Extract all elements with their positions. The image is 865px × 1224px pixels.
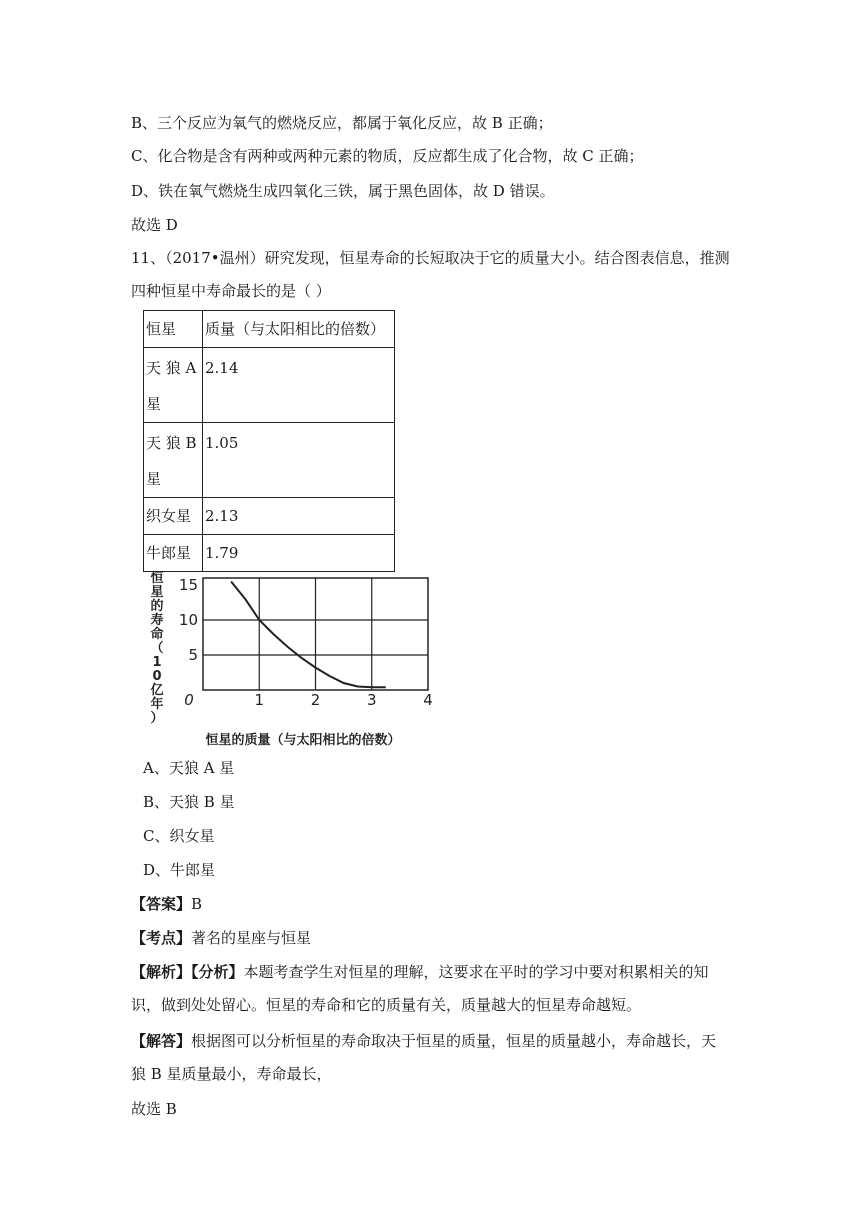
x-tick-label: 2 (310, 691, 321, 709)
star-name: 天 狼 B (146, 434, 197, 452)
star-mass-cell: 1.79 (203, 535, 395, 572)
x-tick-label: 3 (366, 691, 377, 709)
y-axis-label-char: 1 (152, 655, 162, 670)
option-b-explanation: B、三个反应为氧气的燃烧反应，都属于氧化反应，故 B 正确； (131, 114, 553, 132)
star-name-cell (144, 348, 203, 423)
option-c-explanation: C、化合物是含有两种或两种元素的物质，反应都生成了化合物，故 C 正确； (131, 147, 644, 165)
option-d: D、牛郎星 (143, 861, 216, 879)
y-tick-label: 5 (188, 646, 198, 664)
lifespan-curve (231, 582, 386, 688)
y-axis-label-char: 命 (150, 627, 164, 642)
star-name-cont: 星 (146, 470, 162, 488)
question-11-line2: 四种恒星中寿命最长的是（ ） (131, 282, 331, 300)
answer-line (131, 893, 202, 915)
knowledge-point-value: 著名的星座与恒星 (191, 929, 312, 947)
star-mass-cell: 2.13 (203, 498, 395, 535)
x-axis-label: 恒星的质量（与太阳相比的倍数） (205, 733, 401, 748)
table-header-star: 恒星 (144, 311, 203, 348)
y-axis-label-char: 亿 (150, 683, 164, 698)
choose-d-text: 故选 D (131, 216, 178, 234)
solution-line2: 狼 B 星质量最小，寿命最长， (131, 1065, 332, 1083)
star-name-cell (144, 423, 203, 498)
table-row (144, 535, 395, 572)
y-axis-label-char: 寿 (150, 613, 164, 628)
question-11-line1: 11、（2017•温州）研究发现，恒星寿命的长短取决于它的质量大小。结合图表信息，推测 (131, 249, 730, 267)
table-row (144, 423, 395, 498)
x-tick-label: 4 (423, 691, 433, 709)
lifespan-chart-svg (145, 572, 445, 752)
star-mass-cell: 1.05 (203, 423, 395, 498)
answer-tag: 【答案】 (131, 895, 192, 913)
x-tick-label: 1 (254, 691, 265, 709)
analysis-line2: 识，做到处处留心。恒星的寿命和它的质量有关，质量越大的恒星寿命越短。 (131, 996, 642, 1014)
star-name: 天 狼 A (146, 359, 197, 377)
y-axis-label-char: ） (150, 711, 164, 726)
y-axis-label-char: 星 (150, 585, 164, 600)
star-mass-cell: 2.14 (203, 348, 395, 423)
y-tick-label: 15 (178, 576, 198, 594)
option-c: C、织女星 (143, 827, 215, 845)
y-axis-label-char: 的 (150, 599, 164, 614)
analysis-text-1: 本题考查学生对恒星的理解，这要求在平时的学习中要对积累相关的知 (243, 963, 709, 981)
table-row (144, 498, 395, 535)
analysis-line1 (131, 961, 709, 983)
option-b: B、天狼 B 星 (143, 793, 235, 811)
answer-value: B (191, 895, 203, 913)
y-axis-label-char: 0 (152, 669, 162, 684)
choose-b-text: 故选 B (131, 1100, 177, 1118)
y-axis-label-char: 年 (150, 697, 164, 712)
y-axis-label-char: （ (150, 641, 164, 656)
option-a: A、天狼 A 星 (143, 759, 235, 777)
option-d-explanation: D、铁在氧气燃烧生成四氧化三铁，属于黑色固体，故 D 错误。 (131, 182, 555, 200)
lifespan-chart (145, 572, 445, 752)
analysis-tag: 【解析】【分析】 (131, 963, 244, 981)
solution-tag: 【解答】 (131, 1032, 192, 1050)
star-name-cont: 星 (146, 395, 162, 413)
solution-line1 (131, 1030, 716, 1052)
table-header-mass: 质量（与太阳相比的倍数） (203, 311, 395, 348)
y-axis-label-char: 恒 (150, 572, 164, 586)
star-name-cell: 牛郎星 (144, 535, 203, 572)
star-name-cell: 织女星 (144, 498, 203, 535)
knowledge-point-tag: 【考点】 (131, 929, 192, 947)
x-tick-label: 0 (184, 691, 194, 709)
y-tick-label: 10 (178, 611, 198, 629)
solution-text-1: 根据图可以分析恒星的寿命取决于恒星的质量，恒星的质量越小，寿命越长，天 (191, 1032, 717, 1050)
star-mass-table (143, 310, 395, 572)
knowledge-point-line (131, 927, 311, 949)
table-row (144, 348, 395, 423)
table-header-row (144, 311, 395, 348)
